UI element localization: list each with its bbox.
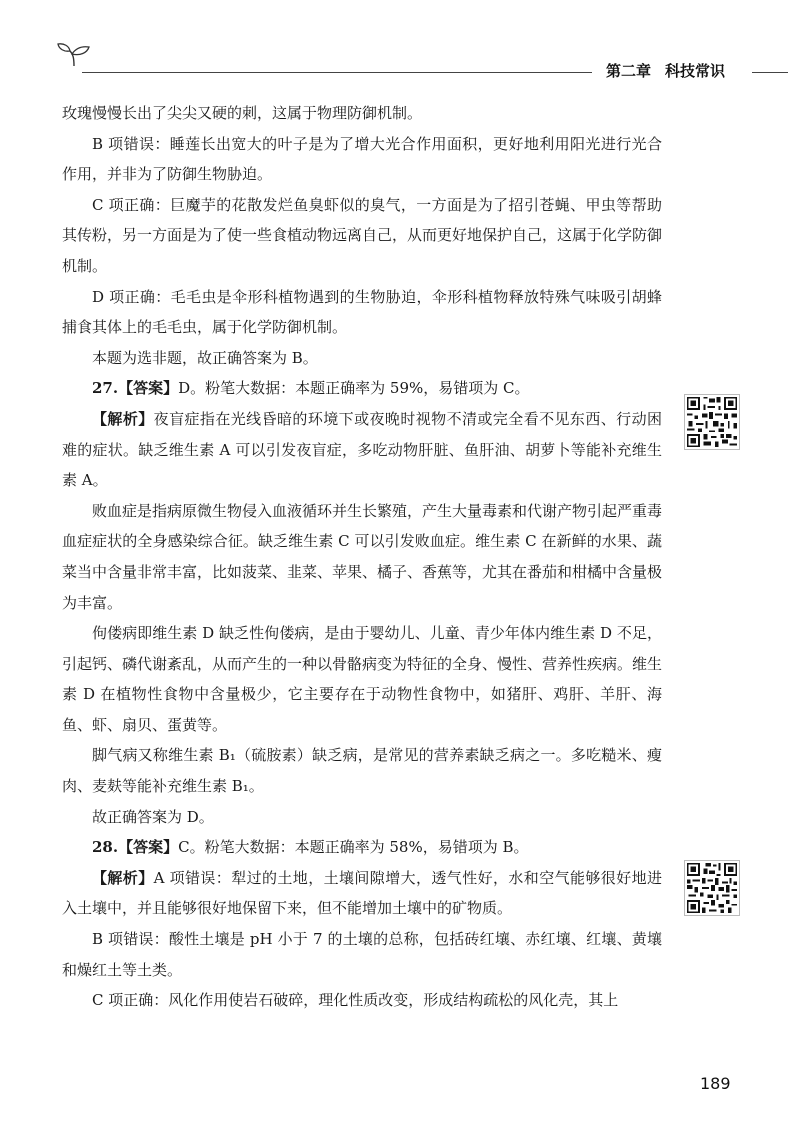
- sprout-icon: [56, 42, 92, 68]
- analysis-tag: 【解析】: [92, 868, 154, 887]
- answer-tag: 28.【答案】: [92, 838, 179, 857]
- paragraph: [62, 740, 662, 801]
- paragraph-text: 夜盲症指在光线昏暗的环境下或夜晚时视物不清或完全看不见东西、行动困难的症状。缺乏维生素 A 可以引发夜盲症，多吃动物肝脏、鱼肝油、胡萝卜等能补充维生素 A。: [62, 409, 662, 490]
- paragraph-text: D 项正确：毛毛虫是伞形科植物遇到的生物胁迫，伞形科植物释放特殊气味吸引胡蜂捕食其体上的毛毛虫，属于化学防御机制。: [62, 287, 662, 337]
- paragraph-text: 玫瑰慢慢长出了尖尖又硬的刺，这属于物理防御机制。: [62, 104, 423, 122]
- answer-line-27: [62, 373, 662, 404]
- qr-code-icon[interactable]: [684, 394, 740, 450]
- paragraph: [62, 190, 662, 282]
- paragraph-text: 故正确答案为 D。: [92, 807, 214, 826]
- paragraph: [62, 343, 662, 374]
- paragraph-text: 脚气病又称维生素 B₁（硫胺素）缺乏病，是常见的营养素缺乏病之一。多吃糙米、瘦肉、麦麸等能补充维生素 B₁。: [62, 746, 662, 796]
- answer-line-28: [62, 832, 662, 863]
- analysis-tag: 【解析】: [92, 409, 154, 428]
- analysis-paragraph: [62, 863, 662, 924]
- paragraph: [62, 924, 662, 985]
- paragraph-text: C。粉笔大数据：本题正确率为 58%，易错项为 B。: [178, 838, 529, 857]
- paragraph: [62, 802, 662, 833]
- header-rule: [82, 72, 592, 73]
- paragraph-text: 败血症是指病原微生物侵入血液循环并生长繁殖，产生大量毒素和代谢产物引起严重毒血症症状的全身感染综合征。缺乏维生素 C 可以引发败血症。维生素 C 在新鲜的水果、蔬菜当中含量非常丰富，比如菠菜、韭菜、苹果、橘子、香蕉等，尤其在番茄和柑橘中含量极为丰富。: [62, 501, 663, 612]
- paragraph: [62, 496, 662, 618]
- paragraph-text: A 项错误：犁过的土地，土壤间隙增大，透气性好，水和空气能够很好地进入土壤中，并且能够很好地保留下来，但不能增加土壤中的矿物质。: [62, 868, 662, 918]
- chapter-section: 科技常识: [665, 62, 726, 80]
- qr-code-icon[interactable]: [684, 860, 740, 916]
- paragraph: [62, 282, 662, 343]
- paragraph-text: B 项错误：酸性土壤是 pH 小于 7 的土壤的总称，包括砖红壤、赤红壤、红壤、黄壤和燥红土等土类。: [62, 930, 662, 979]
- paragraph: [62, 618, 662, 740]
- header-rule-end: [752, 72, 788, 73]
- paragraph-text: C 项正确：巨魔芋的花散发烂鱼臭虾似的臭气，一方面是为了招引苍蝇、甲虫等帮助其传粉，另一方面是为了使一些食植动物远离自己，从而更好地保护自己，这属于化学防御机制。: [62, 195, 663, 275]
- answer-tag: 27.【答案】: [92, 379, 179, 398]
- analysis-paragraph: [62, 404, 662, 496]
- paragraph: [62, 985, 662, 1016]
- paragraph-text: 佝偻病即维生素 D 缺乏性佝偻病，是由于婴幼儿、儿童、青少年体内维生素 D 不足，引起钙、磷代谢紊乱，从而产生的一种以骨骼病变为特征的全身、慢性、营养性疾病。维生素 D 在植物性食物中含量极少，它主要存在于动物性食物中，如猪肝、鸡肝、羊肝、海鱼、虾、扇贝、蛋黄等。: [62, 624, 663, 734]
- paragraph-text: B 项错误：睡莲长出宽大的叶子是为了增大光合作用面积，更好地利用阳光进行光合作用，并非为了防御生物胁迫。: [62, 134, 662, 184]
- paragraph-text: C 项正确：风化作用使岩石破碎，理化性质改变，形成结构疏松的风化壳，其上: [92, 991, 619, 1010]
- paragraph-text: 本题为选非题，故正确答案为 B。: [92, 348, 318, 367]
- page-body: [62, 98, 662, 1016]
- page-header: [0, 0, 800, 90]
- paragraph: [62, 129, 662, 190]
- chapter-heading: [606, 60, 725, 81]
- chapter-number: 第二章: [606, 62, 652, 80]
- paragraph-text: D。粉笔大数据：本题正确率为 59%，易错项为 C。: [178, 379, 530, 398]
- paragraph: [62, 98, 662, 129]
- page-number: 189: [700, 1074, 731, 1093]
